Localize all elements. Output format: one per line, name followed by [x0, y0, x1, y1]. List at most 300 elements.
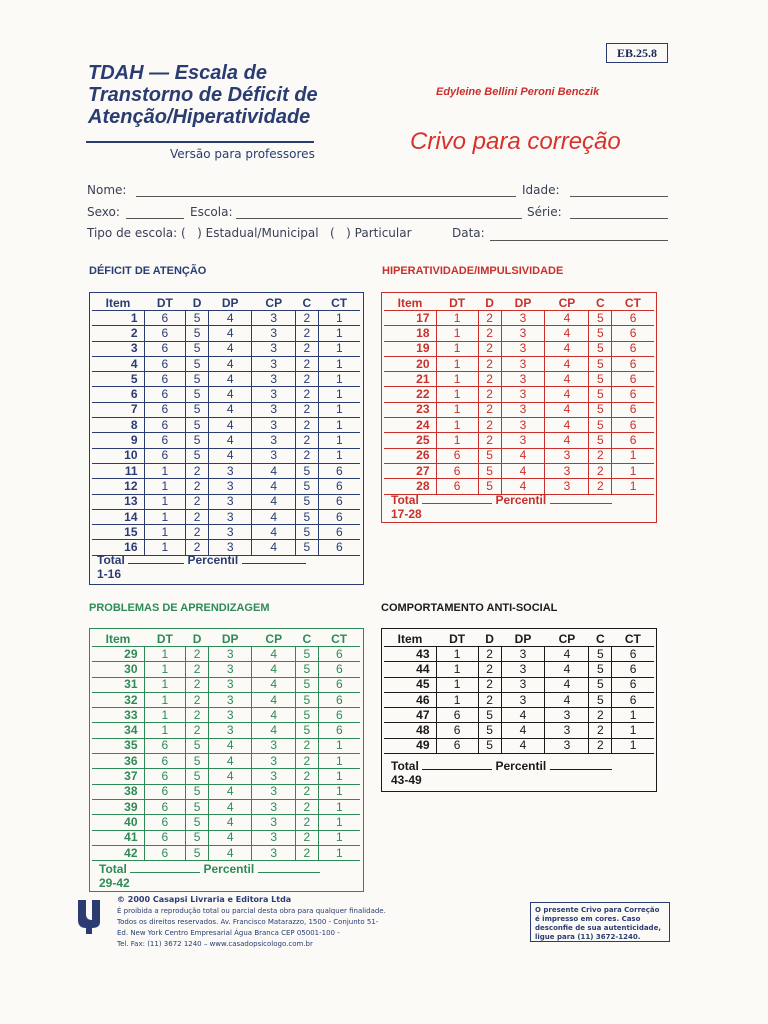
score-cell[interactable]: 4	[252, 677, 296, 692]
score-cell[interactable]: 1	[436, 387, 478, 402]
score-cell[interactable]: 2	[186, 708, 209, 723]
score-cell[interactable]: 6	[436, 448, 478, 463]
score-cell[interactable]: 1	[436, 372, 478, 387]
score-cell[interactable]: 6	[144, 799, 186, 814]
score-cell[interactable]: 1	[436, 418, 478, 433]
score-cell[interactable]: 5	[478, 723, 501, 738]
score-cell[interactable]: 5	[186, 845, 209, 860]
score-cell[interactable]: 6	[612, 311, 654, 326]
score-cell[interactable]: 4	[545, 356, 589, 371]
score-cell[interactable]: 3	[501, 418, 545, 433]
score-cell[interactable]: 2	[186, 479, 209, 494]
score-cell[interactable]: 6	[436, 708, 478, 723]
score-cell[interactable]: 3	[252, 418, 296, 433]
score-cell[interactable]: 5	[296, 692, 319, 707]
score-cell[interactable]: 6	[144, 311, 186, 326]
score-cell[interactable]: 4	[252, 708, 296, 723]
score-cell[interactable]: 1	[144, 677, 186, 692]
score-cell[interactable]: 1	[318, 402, 360, 417]
score-cell[interactable]: 5	[186, 754, 209, 769]
score-cell[interactable]: 1	[144, 692, 186, 707]
score-cell[interactable]: 3	[252, 769, 296, 784]
score-cell[interactable]: 1	[318, 769, 360, 784]
score-cell[interactable]: 2	[478, 662, 501, 677]
data-field[interactable]	[490, 240, 668, 241]
score-cell[interactable]: 2	[589, 479, 612, 494]
score-cell[interactable]: 3	[501, 341, 545, 356]
score-cell[interactable]: 1	[144, 509, 186, 524]
score-cell[interactable]: 4	[208, 372, 252, 387]
score-cell[interactable]: 3	[252, 372, 296, 387]
score-cell[interactable]: 5	[186, 387, 209, 402]
score-cell[interactable]: 1	[612, 448, 654, 463]
score-cell[interactable]: 2	[478, 356, 501, 371]
score-cell[interactable]: 5	[589, 372, 612, 387]
score-cell[interactable]: 6	[144, 356, 186, 371]
score-cell[interactable]: 3	[208, 509, 252, 524]
score-cell[interactable]: 6	[612, 647, 654, 662]
score-cell[interactable]: 4	[208, 754, 252, 769]
score-cell[interactable]: 2	[186, 677, 209, 692]
score-cell[interactable]: 5	[186, 311, 209, 326]
score-cell[interactable]: 5	[186, 402, 209, 417]
score-cell[interactable]: 3	[252, 356, 296, 371]
score-cell[interactable]: 5	[186, 769, 209, 784]
score-cell[interactable]: 2	[478, 341, 501, 356]
score-cell[interactable]: 5	[186, 784, 209, 799]
score-cell[interactable]: 5	[296, 647, 319, 662]
score-cell[interactable]: 1	[612, 708, 654, 723]
score-cell[interactable]: 4	[501, 463, 545, 478]
score-cell[interactable]: 6	[436, 723, 478, 738]
score-cell[interactable]: 6	[436, 738, 478, 753]
score-cell[interactable]: 4	[208, 448, 252, 463]
score-cell[interactable]: 4	[208, 433, 252, 448]
score-cell[interactable]: 1	[318, 738, 360, 753]
score-cell[interactable]: 4	[545, 692, 589, 707]
total-field[interactable]	[422, 503, 492, 504]
score-cell[interactable]: 4	[545, 341, 589, 356]
score-cell[interactable]: 4	[208, 784, 252, 799]
escola-field[interactable]	[236, 218, 522, 219]
score-cell[interactable]: 1	[318, 433, 360, 448]
score-cell[interactable]: 5	[186, 356, 209, 371]
score-cell[interactable]: 6	[144, 326, 186, 341]
percentil-field[interactable]	[258, 872, 320, 873]
score-cell[interactable]: 1	[144, 662, 186, 677]
score-cell[interactable]: 3	[545, 479, 589, 494]
score-cell[interactable]: 4	[545, 311, 589, 326]
score-cell[interactable]: 4	[545, 387, 589, 402]
percentil-field[interactable]	[242, 563, 306, 564]
score-cell[interactable]: 3	[208, 692, 252, 707]
score-cell[interactable]: 3	[252, 341, 296, 356]
score-cell[interactable]: 1	[436, 433, 478, 448]
score-cell[interactable]: 2	[296, 754, 319, 769]
score-cell[interactable]: 6	[612, 433, 654, 448]
score-cell[interactable]: 3	[208, 662, 252, 677]
score-cell[interactable]: 4	[208, 845, 252, 860]
score-cell[interactable]: 5	[478, 448, 501, 463]
score-cell[interactable]: 4	[208, 402, 252, 417]
score-cell[interactable]: 1	[318, 372, 360, 387]
score-cell[interactable]: 5	[186, 418, 209, 433]
score-cell[interactable]: 3	[501, 311, 545, 326]
score-cell[interactable]: 3	[501, 356, 545, 371]
score-cell[interactable]: 5	[478, 463, 501, 478]
score-cell[interactable]: 2	[296, 448, 319, 463]
score-cell[interactable]: 4	[545, 418, 589, 433]
score-cell[interactable]: 6	[318, 479, 360, 494]
score-cell[interactable]: 1	[144, 479, 186, 494]
score-cell[interactable]: 2	[296, 433, 319, 448]
score-cell[interactable]: 4	[208, 738, 252, 753]
score-cell[interactable]: 5	[296, 509, 319, 524]
score-cell[interactable]: 4	[208, 311, 252, 326]
score-cell[interactable]: 2	[296, 387, 319, 402]
score-cell[interactable]: 3	[208, 723, 252, 738]
score-cell[interactable]: 2	[296, 738, 319, 753]
score-cell[interactable]: 1	[144, 463, 186, 478]
score-cell[interactable]: 2	[296, 845, 319, 860]
score-cell[interactable]: 3	[501, 402, 545, 417]
total-field[interactable]	[130, 872, 200, 873]
score-cell[interactable]: 2	[186, 647, 209, 662]
score-cell[interactable]: 1	[318, 784, 360, 799]
score-cell[interactable]: 2	[296, 418, 319, 433]
score-cell[interactable]: 6	[612, 418, 654, 433]
score-cell[interactable]: 2	[296, 402, 319, 417]
score-cell[interactable]: 5	[296, 479, 319, 494]
score-cell[interactable]: 1	[612, 738, 654, 753]
score-cell[interactable]: 5	[296, 463, 319, 478]
score-cell[interactable]: 5	[478, 738, 501, 753]
score-cell[interactable]: 1	[436, 647, 478, 662]
score-cell[interactable]: 4	[208, 341, 252, 356]
score-cell[interactable]: 6	[144, 815, 186, 830]
score-cell[interactable]: 6	[318, 662, 360, 677]
score-cell[interactable]: 1	[318, 799, 360, 814]
score-cell[interactable]: 4	[208, 326, 252, 341]
score-cell[interactable]: 4	[501, 708, 545, 723]
score-cell[interactable]: 6	[144, 738, 186, 753]
score-cell[interactable]: 1	[612, 723, 654, 738]
score-cell[interactable]: 5	[478, 479, 501, 494]
score-cell[interactable]: 3	[252, 326, 296, 341]
score-cell[interactable]: 6	[318, 509, 360, 524]
score-cell[interactable]: 2	[296, 341, 319, 356]
score-cell[interactable]: 3	[252, 433, 296, 448]
score-cell[interactable]: 5	[296, 662, 319, 677]
score-cell[interactable]: 5	[296, 525, 319, 540]
score-cell[interactable]: 5	[186, 830, 209, 845]
score-cell[interactable]: 5	[589, 387, 612, 402]
score-cell[interactable]: 2	[186, 509, 209, 524]
score-cell[interactable]: 1	[436, 326, 478, 341]
score-cell[interactable]: 2	[478, 311, 501, 326]
score-cell[interactable]: 3	[501, 692, 545, 707]
score-cell[interactable]: 2	[296, 326, 319, 341]
score-cell[interactable]: 3	[252, 830, 296, 845]
score-cell[interactable]: 4	[252, 525, 296, 540]
score-cell[interactable]: 4	[545, 326, 589, 341]
score-cell[interactable]: 5	[589, 662, 612, 677]
score-cell[interactable]: 2	[478, 433, 501, 448]
score-cell[interactable]: 1	[318, 418, 360, 433]
score-cell[interactable]: 4	[208, 387, 252, 402]
score-cell[interactable]: 5	[589, 647, 612, 662]
score-cell[interactable]: 5	[186, 738, 209, 753]
score-cell[interactable]: 2	[186, 692, 209, 707]
score-cell[interactable]: 4	[545, 402, 589, 417]
score-cell[interactable]: 6	[144, 372, 186, 387]
score-cell[interactable]: 4	[501, 723, 545, 738]
score-cell[interactable]: 4	[252, 647, 296, 662]
score-cell[interactable]: 2	[296, 830, 319, 845]
score-cell[interactable]: 6	[144, 830, 186, 845]
score-cell[interactable]: 3	[208, 525, 252, 540]
score-cell[interactable]: 3	[252, 402, 296, 417]
score-cell[interactable]: 4	[252, 463, 296, 478]
score-cell[interactable]: 1	[318, 356, 360, 371]
score-cell[interactable]: 6	[612, 692, 654, 707]
score-cell[interactable]: 6	[436, 463, 478, 478]
score-cell[interactable]: 6	[318, 723, 360, 738]
score-cell[interactable]: 5	[296, 540, 319, 555]
score-cell[interactable]: 1	[436, 692, 478, 707]
score-cell[interactable]: 3	[252, 738, 296, 753]
score-cell[interactable]: 3	[501, 372, 545, 387]
score-cell[interactable]: 5	[589, 326, 612, 341]
score-cell[interactable]: 4	[545, 677, 589, 692]
score-cell[interactable]: 2	[478, 372, 501, 387]
score-cell[interactable]: 1	[144, 525, 186, 540]
score-cell[interactable]: 3	[501, 387, 545, 402]
score-cell[interactable]: 1	[144, 647, 186, 662]
score-cell[interactable]: 4	[252, 692, 296, 707]
score-cell[interactable]: 2	[478, 387, 501, 402]
score-cell[interactable]: 1	[436, 662, 478, 677]
score-cell[interactable]: 5	[478, 708, 501, 723]
score-cell[interactable]: 4	[252, 509, 296, 524]
score-cell[interactable]: 6	[318, 692, 360, 707]
score-cell[interactable]: 1	[318, 448, 360, 463]
score-cell[interactable]: 2	[478, 677, 501, 692]
score-cell[interactable]: 2	[186, 463, 209, 478]
score-cell[interactable]: 3	[252, 387, 296, 402]
score-cell[interactable]: 3	[545, 448, 589, 463]
score-cell[interactable]: 5	[296, 723, 319, 738]
score-cell[interactable]: 3	[501, 647, 545, 662]
score-cell[interactable]: 3	[252, 448, 296, 463]
score-cell[interactable]: 3	[252, 754, 296, 769]
score-cell[interactable]: 2	[589, 463, 612, 478]
score-cell[interactable]: 3	[545, 723, 589, 738]
score-cell[interactable]: 4	[252, 494, 296, 509]
score-cell[interactable]: 1	[318, 754, 360, 769]
score-cell[interactable]: 4	[501, 479, 545, 494]
score-cell[interactable]: 2	[186, 494, 209, 509]
score-cell[interactable]: 1	[318, 815, 360, 830]
score-cell[interactable]: 5	[589, 433, 612, 448]
score-cell[interactable]: 2	[296, 815, 319, 830]
score-cell[interactable]: 3	[545, 708, 589, 723]
score-cell[interactable]: 1	[318, 845, 360, 860]
score-cell[interactable]: 1	[318, 341, 360, 356]
score-cell[interactable]: 2	[589, 723, 612, 738]
score-cell[interactable]: 4	[252, 540, 296, 555]
score-cell[interactable]: 2	[478, 402, 501, 417]
score-cell[interactable]: 4	[208, 799, 252, 814]
score-cell[interactable]: 1	[612, 463, 654, 478]
score-cell[interactable]: 6	[318, 647, 360, 662]
score-cell[interactable]: 5	[589, 677, 612, 692]
nome-field[interactable]	[136, 196, 516, 197]
score-cell[interactable]: 2	[478, 647, 501, 662]
score-cell[interactable]: 3	[208, 677, 252, 692]
score-cell[interactable]: 6	[144, 402, 186, 417]
score-cell[interactable]: 2	[296, 372, 319, 387]
score-cell[interactable]: 6	[612, 326, 654, 341]
score-cell[interactable]: 2	[478, 692, 501, 707]
score-cell[interactable]: 3	[252, 784, 296, 799]
score-cell[interactable]: 5	[589, 418, 612, 433]
score-cell[interactable]: 2	[186, 525, 209, 540]
score-cell[interactable]: 1	[436, 341, 478, 356]
score-cell[interactable]: 4	[208, 356, 252, 371]
score-cell[interactable]: 5	[186, 326, 209, 341]
score-cell[interactable]: 1	[318, 830, 360, 845]
score-cell[interactable]: 5	[186, 799, 209, 814]
score-cell[interactable]: 4	[208, 815, 252, 830]
score-cell[interactable]: 6	[144, 341, 186, 356]
score-cell[interactable]: 1	[436, 356, 478, 371]
score-cell[interactable]: 5	[589, 356, 612, 371]
score-cell[interactable]: 2	[296, 769, 319, 784]
score-cell[interactable]: 3	[501, 326, 545, 341]
score-cell[interactable]: 6	[612, 662, 654, 677]
score-cell[interactable]: 2	[589, 708, 612, 723]
score-cell[interactable]: 1	[318, 387, 360, 402]
score-cell[interactable]: 3	[501, 662, 545, 677]
score-cell[interactable]: 3	[545, 738, 589, 753]
score-cell[interactable]: 6	[612, 372, 654, 387]
score-cell[interactable]: 5	[296, 494, 319, 509]
score-cell[interactable]: 6	[436, 479, 478, 494]
score-cell[interactable]: 4	[545, 662, 589, 677]
score-cell[interactable]: 2	[186, 662, 209, 677]
score-cell[interactable]: 6	[144, 784, 186, 799]
idade-field[interactable]	[570, 196, 668, 197]
score-cell[interactable]: 2	[186, 723, 209, 738]
score-cell[interactable]: 1	[144, 540, 186, 555]
percentil-field[interactable]	[550, 769, 612, 770]
total-field[interactable]	[128, 563, 184, 564]
score-cell[interactable]: 6	[318, 708, 360, 723]
score-cell[interactable]: 4	[252, 479, 296, 494]
score-cell[interactable]: 3	[208, 479, 252, 494]
score-cell[interactable]: 5	[186, 815, 209, 830]
score-cell[interactable]: 5	[186, 448, 209, 463]
score-cell[interactable]: 6	[144, 387, 186, 402]
score-cell[interactable]: 1	[144, 494, 186, 509]
score-cell[interactable]: 3	[501, 677, 545, 692]
score-cell[interactable]: 4	[208, 418, 252, 433]
score-cell[interactable]: 2	[589, 738, 612, 753]
score-cell[interactable]: 5	[186, 433, 209, 448]
score-cell[interactable]: 6	[318, 525, 360, 540]
score-cell[interactable]: 3	[252, 799, 296, 814]
score-cell[interactable]: 5	[186, 372, 209, 387]
score-cell[interactable]: 6	[612, 402, 654, 417]
score-cell[interactable]: 3	[208, 463, 252, 478]
total-field[interactable]	[422, 769, 492, 770]
score-cell[interactable]: 6	[144, 769, 186, 784]
score-cell[interactable]: 5	[589, 692, 612, 707]
score-cell[interactable]: 4	[252, 662, 296, 677]
score-cell[interactable]: 6	[612, 356, 654, 371]
score-cell[interactable]: 4	[208, 769, 252, 784]
score-cell[interactable]: 4	[545, 372, 589, 387]
sexo-field[interactable]	[126, 218, 184, 219]
score-cell[interactable]: 1	[436, 677, 478, 692]
score-cell[interactable]: 2	[296, 311, 319, 326]
score-cell[interactable]: 4	[501, 738, 545, 753]
score-cell[interactable]: 5	[186, 341, 209, 356]
score-cell[interactable]: 3	[252, 311, 296, 326]
score-cell[interactable]: 1	[436, 402, 478, 417]
score-cell[interactable]: 2	[296, 356, 319, 371]
score-cell[interactable]: 3	[252, 815, 296, 830]
score-cell[interactable]: 6	[144, 754, 186, 769]
score-cell[interactable]: 4	[545, 433, 589, 448]
score-cell[interactable]: 3	[252, 845, 296, 860]
score-cell[interactable]: 3	[208, 494, 252, 509]
score-cell[interactable]: 4	[252, 723, 296, 738]
percentil-field[interactable]	[550, 503, 612, 504]
score-cell[interactable]: 5	[589, 341, 612, 356]
score-cell[interactable]: 5	[296, 708, 319, 723]
score-cell[interactable]: 1	[318, 311, 360, 326]
score-cell[interactable]: 6	[318, 494, 360, 509]
score-cell[interactable]: 3	[208, 647, 252, 662]
score-cell[interactable]: 6	[144, 433, 186, 448]
score-cell[interactable]: 4	[501, 448, 545, 463]
score-cell[interactable]: 3	[208, 708, 252, 723]
score-cell[interactable]: 6	[318, 463, 360, 478]
score-cell[interactable]: 2	[186, 540, 209, 555]
score-cell[interactable]: 6	[612, 341, 654, 356]
score-cell[interactable]: 2	[589, 448, 612, 463]
score-cell[interactable]: 6	[318, 677, 360, 692]
score-cell[interactable]: 2	[296, 799, 319, 814]
score-cell[interactable]: 1	[144, 723, 186, 738]
score-cell[interactable]: 1	[612, 479, 654, 494]
score-cell[interactable]: 2	[478, 418, 501, 433]
score-cell[interactable]: 5	[296, 677, 319, 692]
score-cell[interactable]: 3	[208, 540, 252, 555]
score-cell[interactable]: 3	[501, 433, 545, 448]
score-cell[interactable]: 1	[144, 708, 186, 723]
score-cell[interactable]: 1	[436, 311, 478, 326]
score-cell[interactable]: 2	[296, 784, 319, 799]
score-cell[interactable]: 4	[208, 830, 252, 845]
score-cell[interactable]: 6	[612, 677, 654, 692]
score-cell[interactable]: 5	[589, 402, 612, 417]
score-cell[interactable]: 6	[144, 418, 186, 433]
score-cell[interactable]: 6	[144, 448, 186, 463]
score-cell[interactable]: 6	[612, 387, 654, 402]
